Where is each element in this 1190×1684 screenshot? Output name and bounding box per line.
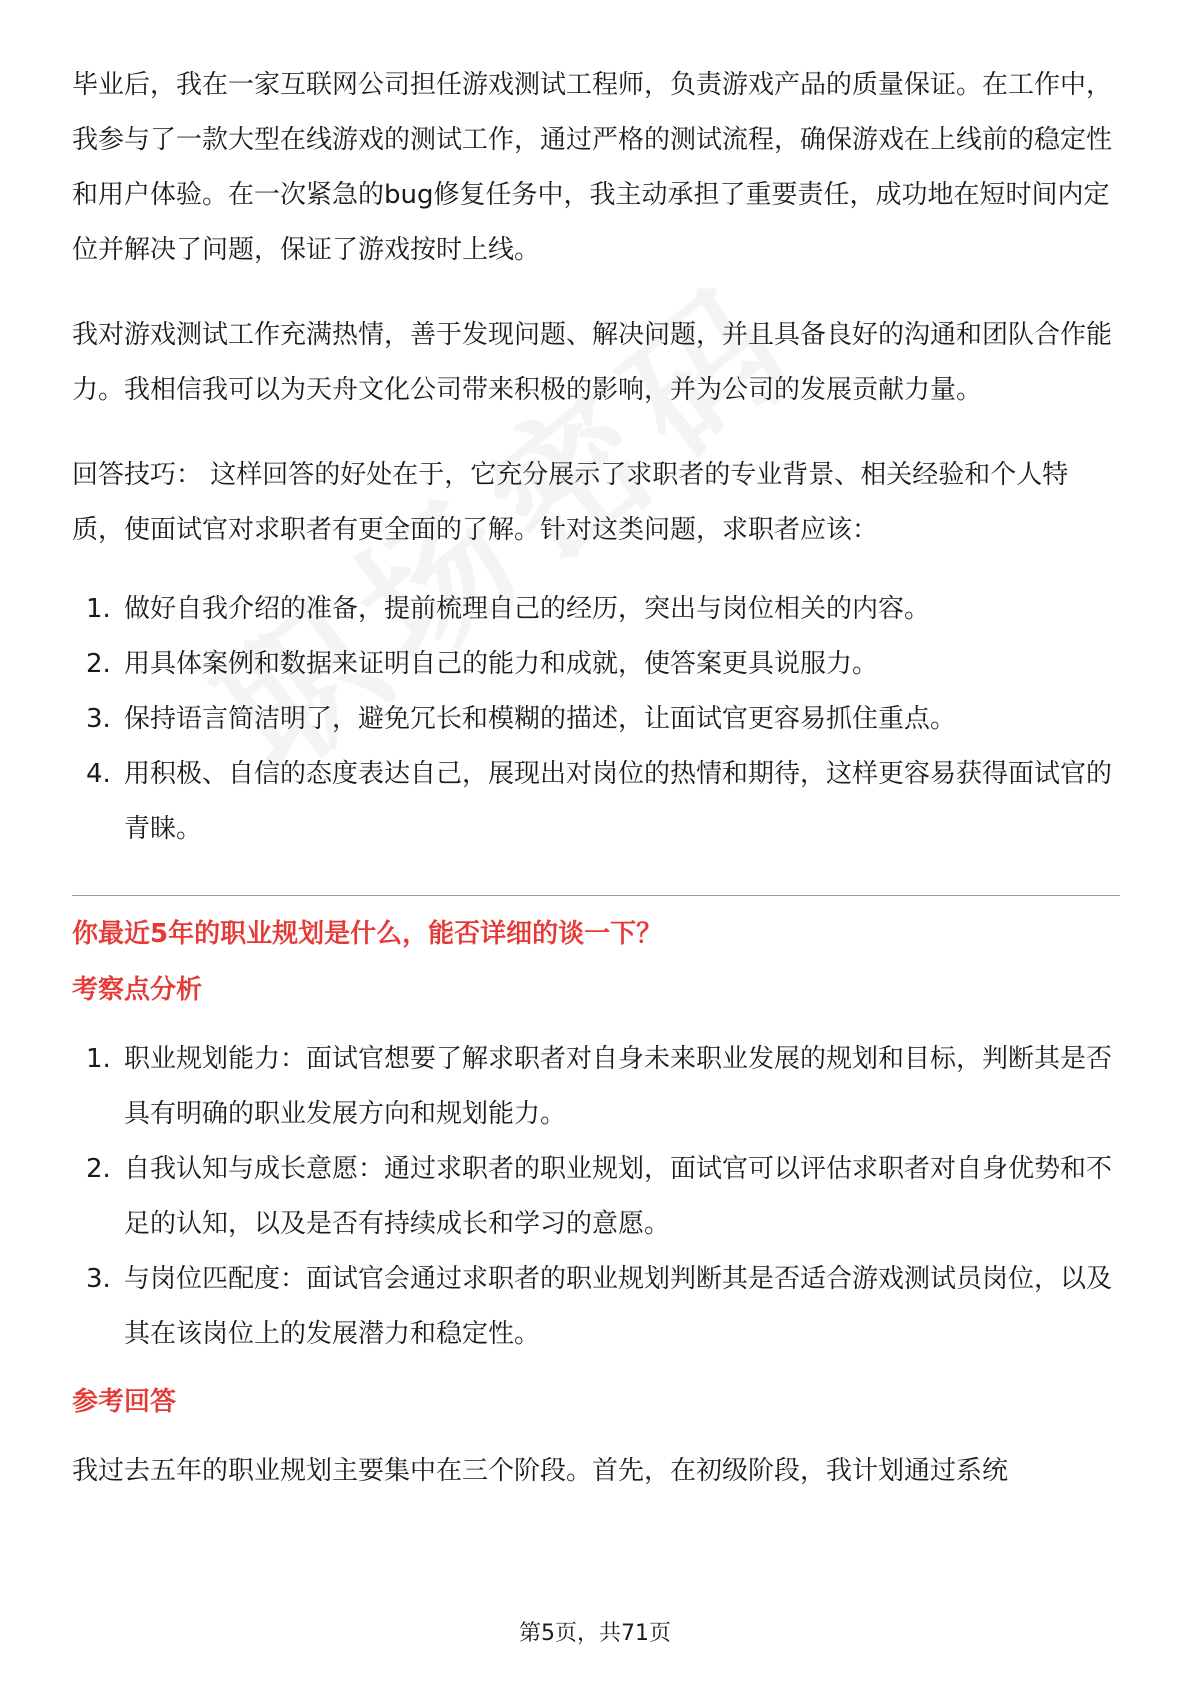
- list-item: 1. 做好自我介绍的准备，提前梳理自己的经历，突出与岗位相关的内容。: [86, 594, 931, 624]
- reference-paragraph: 我过去五年的职业规划主要集中在三个阶段。首先，在初级阶段，我计划通过系统: [72, 1456, 1009, 1486]
- list-item: 3. 与岗位匹配度：面试官会通过求职者的职业规划判断其是否适合游戏测试员岗位，以及其在该岗位上的发展潜力和稳定性。: [86, 1264, 1113, 1349]
- page-content: [72, 58, 1117, 1499]
- list-item: 2. 用具体案例和数据来证明自己的能力和成就，使答案更具说服力。: [86, 649, 879, 679]
- list-item: 3. 保持语言简洁明了，避免冗长和模糊的描述，让面试官更容易抓住重点。: [86, 704, 957, 734]
- intro-paragraph-2: 我对游戏测试工作充满热情，善于发现问题、解决问题，并且具备良好的沟通和团队合作能力。我相信我可以为天舟文化公司带来积极的影响，并为公司的发展贡献力量。: [72, 320, 1113, 405]
- list-item: 1. 职业规划能力：面试官想要了解求职者对自身未来职业发展的规划和目标，判断其是否具有明确的职业发展方向和规划能力。: [86, 1044, 1113, 1129]
- section-divider: [72, 895, 1120, 896]
- list-item: 4. 用积极、自信的态度表达自己，展现出对岗位的热情和期待，这样更容易获得面试官的青睐。: [86, 759, 1113, 844]
- question-title: 你最近5年的职业规划是什么，能否详细的谈一下？: [72, 919, 663, 949]
- tips-list: [72, 582, 1117, 857]
- list-item: 2. 自我认知与成长意愿：通过求职者的职业规划，面试官可以评估求职者对自身优势和不足的认知，以及是否有持续成长和学习的意愿。: [86, 1154, 1113, 1239]
- page-number: 第5页，共71页: [519, 1621, 671, 1646]
- reference-heading: 参考回答: [72, 1387, 177, 1417]
- analysis-heading: 考察点分析: [72, 975, 203, 1005]
- analysis-list: [72, 1032, 1117, 1362]
- answer-tips-paragraph: 回答技巧： 这样回答的好处在于，它充分展示了求职者的专业背景、相关经验和个人特质，使面试官对求职者有更全面的了解。针对这类问题，求职者应该：: [72, 460, 1069, 545]
- intro-paragraph-1: 毕业后，我在一家互联网公司担任游戏测试工程师，负责游戏产品的质量保证。在工作中，我参与了一款大型在线游戏的测试工作，通过严格的测试流程，确保游戏在上线前的稳定性和用户体验。在一次紧急的bug修复任务中，我主动承担了重要责任，成功地在短时间内定位并解决了问题，保证了游戏按时上线。: [72, 70, 1113, 265]
